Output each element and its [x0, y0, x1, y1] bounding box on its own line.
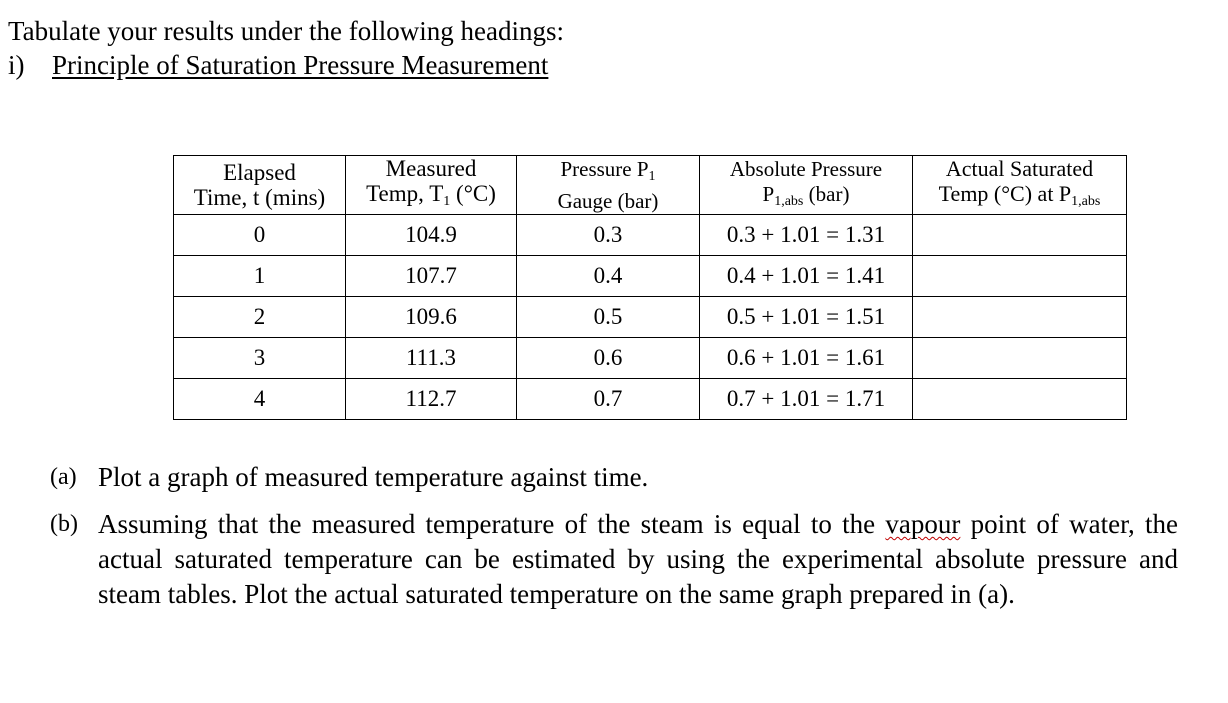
- header-actual-saturated-temp: Actual Saturated Temp (°C) at $P_{1,abs}$: [913, 156, 1127, 215]
- cell-time: 4: [174, 379, 346, 420]
- cell-absolute-pressure: 0.4 + 1.01 = 1.41: [700, 256, 913, 297]
- instruction-line: Tabulate your results under the following headings:: [8, 16, 564, 46]
- cell-absolute-pressure: 0.3 + 1.01 = 1.31: [700, 215, 913, 256]
- cell-time: 2: [174, 297, 346, 338]
- table-row: [174, 297, 1127, 338]
- cell-measured-temp: 109.6: [346, 297, 517, 338]
- cell-time: 1: [174, 256, 346, 297]
- cell-actual-saturated-temp: [913, 379, 1127, 420]
- question-b: [50, 507, 1178, 612]
- cell-actual-saturated-temp: [913, 256, 1127, 297]
- cell-time: 3: [174, 338, 346, 379]
- cell-absolute-pressure: 0.7 + 1.01 = 1.71: [700, 379, 913, 420]
- cell-absolute-pressure: 0.6 + 1.01 = 1.61: [700, 338, 913, 379]
- cell-actual-saturated-temp: [913, 215, 1127, 256]
- table-row: [174, 379, 1127, 420]
- header-elapsed-time: Elapsed Time, t (mins): [174, 156, 346, 215]
- spellcheck-flagged-word[interactable]: vapour: [885, 509, 961, 539]
- question-label: (a): [50, 464, 77, 490]
- question-a: [50, 460, 1178, 495]
- header-gauge-pressure: Pressure $P_1$ Gauge (bar): [517, 156, 700, 215]
- cell-time: 0: [174, 215, 346, 256]
- question-label: (b): [50, 511, 78, 537]
- results-table: [173, 155, 1127, 420]
- section-number: i): [8, 50, 25, 80]
- questions: [50, 460, 1178, 624]
- cell-measured-temp: 111.3: [346, 338, 517, 379]
- table-row: [174, 256, 1127, 297]
- cell-gauge-pressure: 0.6: [517, 338, 700, 379]
- table-row: [174, 338, 1127, 379]
- cell-gauge-pressure: 0.3: [517, 215, 700, 256]
- cell-gauge-pressure: 0.4: [517, 256, 700, 297]
- cell-gauge-pressure: 0.7: [517, 379, 700, 420]
- question-text: Plot a graph of measured temperature against time.: [98, 462, 649, 492]
- table-header-row: [174, 156, 1127, 215]
- cell-absolute-pressure: 0.5 + 1.01 = 1.51: [700, 297, 913, 338]
- cell-gauge-pressure: 0.5: [517, 297, 700, 338]
- cell-actual-saturated-temp: [913, 338, 1127, 379]
- cell-measured-temp: 107.7: [346, 256, 517, 297]
- table-row: [174, 215, 1127, 256]
- instructions: [8, 14, 564, 82]
- section-title: Principle of Saturation Pressure Measurement: [52, 50, 549, 80]
- cell-measured-temp: 112.7: [346, 379, 517, 420]
- header-absolute-pressure: Absolute Pressure $P_{1,abs}$ (bar): [700, 156, 913, 215]
- cell-actual-saturated-temp: [913, 297, 1127, 338]
- cell-measured-temp: 104.9: [346, 215, 517, 256]
- section-heading: [8, 48, 564, 82]
- header-measured-temp: Measured Temp, $T_1$ (°C): [346, 156, 517, 215]
- question-text: Assuming that the measured temperature of the steam is equal to the vapour point of water, the actual saturated temperature can be estimated by using the experimental absolute pressure and steam tables. Plot the actual saturated temperature on the same graph prepared in (a).: [98, 509, 1178, 609]
